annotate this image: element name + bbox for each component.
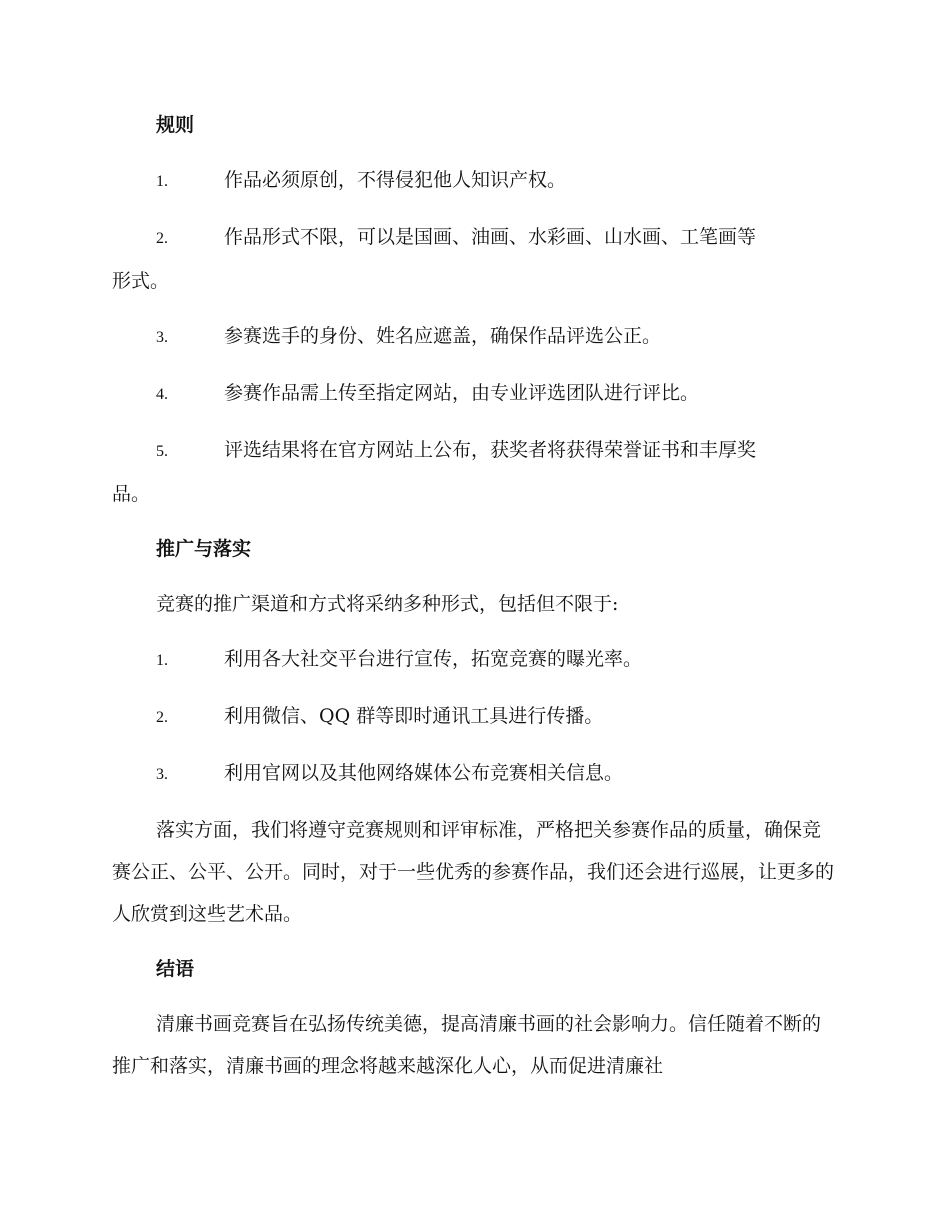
list-number: 1. [156,652,168,669]
list-text: 参赛选手的身份、姓名应遮盖，确保作品评选公正。 [224,325,662,347]
spacer [112,359,834,372]
spacer [112,146,834,159]
list-text: 利用各大社交平台进行宣传，拓宽竞赛的曝光率。 [224,648,643,670]
list-number: 1. [156,173,168,190]
document-page [112,104,834,1087]
spacer [112,302,834,315]
list-text: 评选结果将在官方网站上公布，获奖者将获得荣誉证书和丰厚奖 [224,439,757,461]
list-number: 2. [156,230,168,247]
spacer [112,625,834,638]
spacer [112,682,834,695]
spacer [112,416,834,429]
list-number: 3. [156,766,168,783]
spacer [112,515,834,528]
spacer [112,203,834,216]
promotion-intro: 竞赛的推广渠道和方式将采纳多种形式，包括但不限于: [156,593,619,615]
list-number: 3. [156,329,168,346]
spacer [112,990,834,1003]
conclusion-paragraph: 清廉书画竞赛旨在弘扬传统美德，提高清廉书画的社会影响力。信任随着不断的推广和落实，清廉书画的理念将越来越深化人心，从而促进清廉社 [112,1013,822,1077]
promotion-item-1 [112,638,834,682]
spacer [112,570,834,583]
list-number: 5. [156,443,168,460]
rule-item-4 [112,372,834,416]
section-heading-conclusion: 结语 [156,958,195,980]
list-text: 作品形式不限，可以是国画、油画、水彩画、山水画、工笔画等 [224,226,757,248]
promotion-closing-paragraph: 落实方面，我们将遵守竞赛规则和评审标准，严格把关参赛作品的质量，确保竞赛公正、公平、公开。同时，对于一些优秀的参赛作品，我们还会进行巡展，让更多的人欣赏到这些艺术品。 [112,819,835,925]
spacer [112,739,834,752]
list-number: 4. [156,386,168,403]
rule-item-5 [112,429,834,515]
rule-item-1 [112,159,834,203]
list-text: 参赛作品需上传至指定网站，由专业评选团队进行评比。 [224,382,700,404]
list-text-continued: 品。 [112,483,151,505]
list-text: 作品必须原创，不得侵犯他人知识产权。 [224,169,567,191]
spacer [112,935,834,948]
list-number: 2. [156,709,168,726]
list-text: 利用官网以及其他网络媒体公布竞赛相关信息。 [224,762,624,784]
section-heading-rules: 规则 [156,114,195,136]
rule-item-2 [112,216,834,302]
section-heading-promotion: 推广与落实 [156,538,252,560]
rule-item-3 [112,315,834,359]
promotion-item-2 [112,695,834,739]
list-text: 利用微信、QQ 群等即时通讯工具进行传播。 [224,705,604,727]
spacer [112,796,834,809]
list-text-continued: 形式。 [112,270,170,292]
promotion-item-3 [112,752,834,796]
